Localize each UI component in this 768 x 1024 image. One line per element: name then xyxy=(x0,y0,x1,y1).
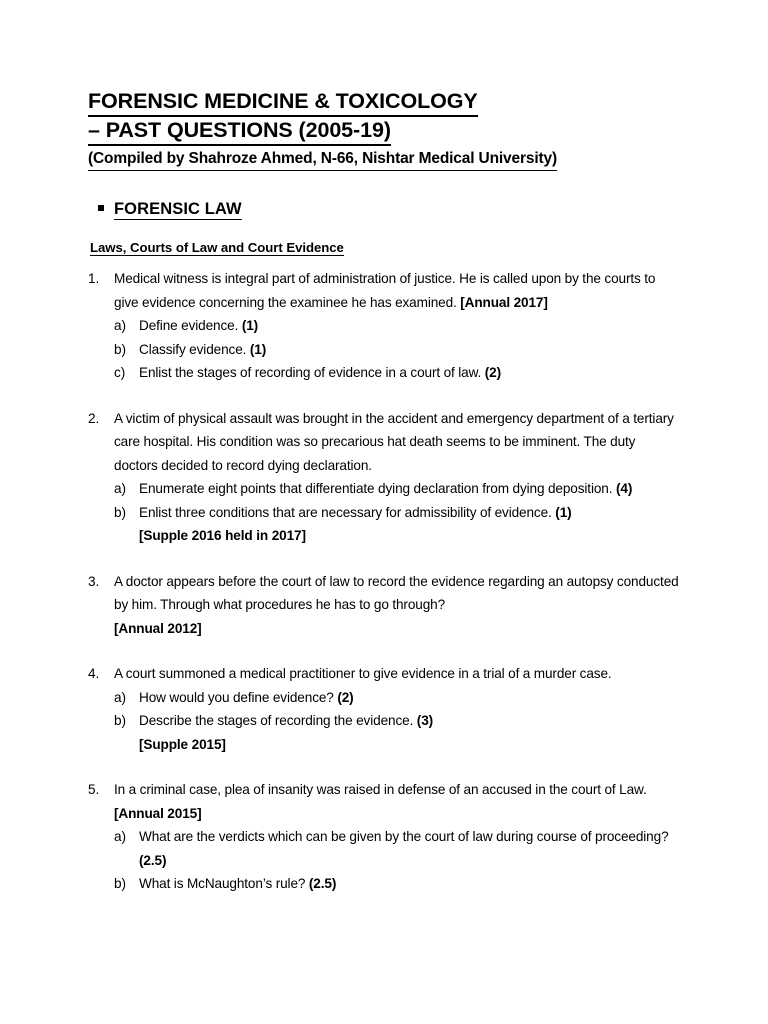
question-subitem-list xyxy=(114,477,680,548)
section-title-text: FORENSIC LAW xyxy=(114,200,242,218)
subitem-body xyxy=(139,477,680,501)
subitem-body xyxy=(139,709,680,756)
subitem-marker: a) xyxy=(114,829,126,844)
question-number: 4. xyxy=(88,666,100,681)
question-subitem-list xyxy=(114,314,680,385)
question-item xyxy=(88,570,680,641)
question-subitem-list xyxy=(114,686,680,757)
subitem-text-content: What is McNaughton’s rule? xyxy=(139,876,309,891)
subitem-text-content: Define evidence. xyxy=(139,318,242,333)
subitem-marks: (1) xyxy=(241,318,259,333)
question-item xyxy=(88,662,680,756)
question-exam-tag-line: [Annual 2012] xyxy=(114,620,202,636)
subitem-text xyxy=(139,709,680,733)
question-body xyxy=(114,662,680,756)
title-line-2 xyxy=(88,117,680,146)
question-stem xyxy=(114,662,680,686)
subitem-text xyxy=(139,825,680,872)
subitem-marker: c) xyxy=(114,365,126,380)
subitem-text xyxy=(139,872,680,896)
subitem-marker: b) xyxy=(114,713,126,728)
question-number: 5. xyxy=(88,782,100,797)
title-line-1-text: FORENSIC MEDICINE & TOXICOLOGY xyxy=(88,88,478,117)
subitem-text-content: Enlist three conditions that are necessary for admissibility of evidence. xyxy=(139,504,556,520)
subitem-marks: (2.5) xyxy=(139,852,167,868)
question-stem-text: In a criminal case, plea of insanity was raised in defense of an accused in the court of Law. xyxy=(114,782,647,797)
subitem-text xyxy=(139,314,680,338)
subitem-text xyxy=(139,477,680,501)
subitem-marks: (3) xyxy=(416,713,434,728)
question-stem xyxy=(114,267,680,314)
subitem-text xyxy=(139,361,680,385)
question-stem xyxy=(114,778,680,825)
question-stem-text: A doctor appears before the court of law to record the evidence regarding an autopsy conducted by him. Through what procedures he has to go through? xyxy=(114,573,679,612)
question-stem xyxy=(114,570,680,617)
subitem-text-content: How would you define evidence? xyxy=(139,689,338,705)
subitem-text-content: Enlist the stages of recording of evidence in a court of law. xyxy=(139,365,485,380)
subitem-text-content: Describe the stages of recording the evidence. xyxy=(139,713,417,728)
subitem-text-content: Classify evidence. xyxy=(139,341,250,357)
subitem-marker: a) xyxy=(114,481,126,496)
subitem-marks: (2.5) xyxy=(308,876,337,891)
question-body xyxy=(114,570,680,641)
question-stem xyxy=(114,407,680,478)
question-number: 2. xyxy=(88,410,100,426)
question-subitem xyxy=(114,872,680,896)
subitem-exam-tag-line: [Supple 2016 held in 2017] xyxy=(139,528,306,543)
subitem-body xyxy=(139,872,680,896)
subitem-text xyxy=(139,338,680,362)
question-subitem xyxy=(114,686,680,710)
compiled-by-line xyxy=(88,148,680,171)
section-heading-forensic-law xyxy=(98,200,680,220)
question-exam-tag: [Annual 2015] xyxy=(114,805,202,821)
question-item xyxy=(88,267,680,385)
question-body xyxy=(114,778,680,896)
subitem-body xyxy=(139,825,680,872)
compiled-by-text: (Compiled by Shahroze Ahmed, N-66, Nishtar Medical University) xyxy=(88,148,557,171)
question-subitem xyxy=(114,477,680,501)
square-bullet-icon xyxy=(98,205,104,211)
question-subitem xyxy=(114,314,680,338)
question-number: 1. xyxy=(88,271,100,286)
subitem-body xyxy=(139,501,680,548)
question-subitem-list xyxy=(114,825,680,896)
question-stem-text: Medical witness is integral part of administration of justice. He is called upon by the courts to give evidence concerning the examinee he has examined. xyxy=(114,271,656,310)
subitem-text-content: What are the verdicts which can be given by the court of law during course of proceeding? xyxy=(139,829,669,844)
subitem-marks: (4) xyxy=(615,481,633,496)
subitem-marks: (2) xyxy=(484,365,502,380)
question-subitem xyxy=(114,338,680,362)
subitem-marks: (2) xyxy=(337,689,354,705)
subitem-body xyxy=(139,338,680,362)
question-stem-text: A court summoned a medical practitioner to give evidence in a trial of a murder case. xyxy=(114,666,612,681)
subitem-body xyxy=(139,314,680,338)
question-exam-tag: [Annual 2017] xyxy=(460,294,548,310)
subitem-exam-tag-line: [Supple 2015] xyxy=(139,736,226,752)
subitem-marker: a) xyxy=(114,318,126,333)
subitem-marker: b) xyxy=(114,341,126,357)
subitem-text xyxy=(139,686,680,710)
subitem-text-content: Enumerate eight points that differentiate dying declaration from dying deposition. xyxy=(139,481,616,496)
subitem-marker: a) xyxy=(114,689,126,705)
subsection-title-text: Laws, Courts of Law and Court Evidence xyxy=(90,240,344,255)
question-subitem xyxy=(114,361,680,385)
question-item xyxy=(88,778,680,896)
question-list xyxy=(88,267,680,896)
question-stem-text: A victim of physical assault was brought in the accident and emergency department of a tertiary care hospital. His condition was so precarious hat death seems to be imminent. The duty doctors decided to record dying declaration. xyxy=(114,410,674,473)
section-title xyxy=(114,200,242,220)
subitem-body xyxy=(139,686,680,710)
question-body xyxy=(114,407,680,548)
title-line-2-text: – PAST QUESTIONS (2005-19) xyxy=(88,117,391,146)
subitem-body xyxy=(139,361,680,385)
question-body xyxy=(114,267,680,385)
question-number: 3. xyxy=(88,573,100,589)
question-item xyxy=(88,407,680,548)
title-line-1 xyxy=(88,88,680,117)
subitem-marker: b) xyxy=(114,504,126,520)
subitem-text xyxy=(139,501,680,525)
subitem-marks: (1) xyxy=(249,341,267,357)
question-subitem xyxy=(114,501,680,548)
question-subitem xyxy=(114,825,680,872)
subitem-marks: (1) xyxy=(555,504,572,520)
subitem-marker: b) xyxy=(114,876,126,891)
question-subitem xyxy=(114,709,680,756)
page-title xyxy=(88,88,680,146)
subsection-heading xyxy=(90,240,680,256)
